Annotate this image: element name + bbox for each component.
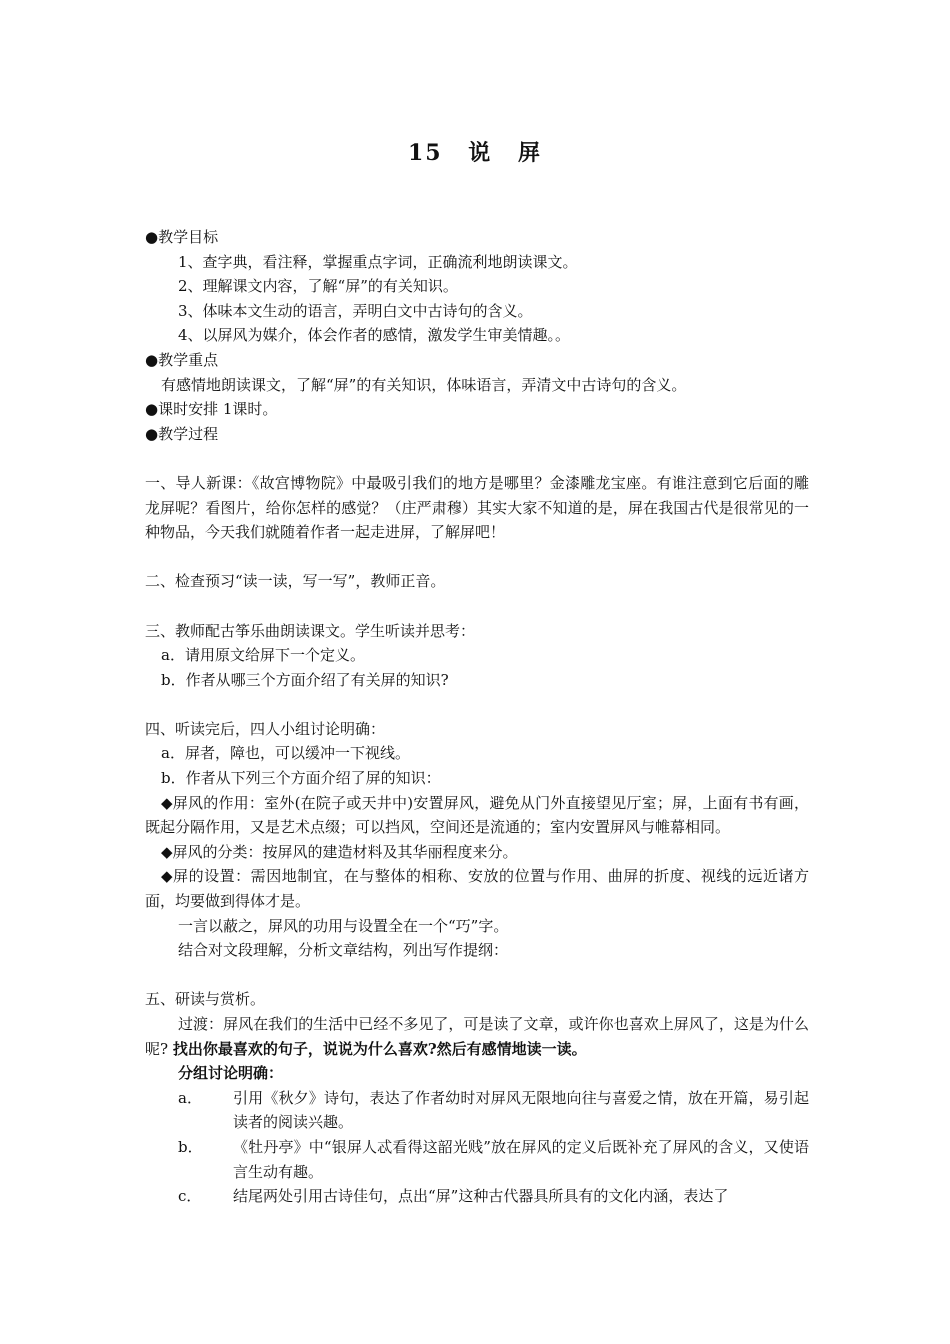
focus-text: 有感情地朗读课文，了解“屏”的有关知识，体味语言，弄清文中古诗句的含义。 [161,375,687,394]
item-text: 《牡丹亭》中“银屏人忒看得这韶光贱”放在屏风的定义后既补充了屏风的含义，又使语言生动有趣。 [233,1137,809,1181]
section-4-detail-category: ◆屏风的分类：按屏风的建造材料及其华丽程度来分。 [161,842,518,861]
section-4-outline: 结合对文段理解，分析文章结构，列出写作提纲： [178,941,509,960]
title-number: 15 [408,140,443,166]
item-text: 引用《秋夕》诗句，表达了作者幼时对屏风无限地向往与喜爱之情，放在开篇，易引起读者的阅读兴趣。 [233,1088,809,1132]
goal-item: 4、以屏风为媒介，体会作者的感情，激发学生审美情趣。。 [178,326,571,345]
section-4-heading: 四、听读完后，四人小组讨论明确： [145,719,386,738]
section-2-preview: 二、检查预习“读一读，写一写”，教师正音。 [145,572,446,591]
title-char-1: 说 [468,140,493,166]
section-1-intro: 一、导人新课：《故宫博物院》中最吸引我们的地方是哪里？金漆雕龙宝座。有谁注意到它后面的雕龙屏呢？看图片，给你怎样的感觉？（庄严肃穆）其实大家不知道的是，屏在我国古代是很常见的一种物品，今天我们就随着作者一起走进屏，了解屏吧！ [145,473,809,542]
section-3-heading: 三、教师配古筝乐曲朗读课文。学生听读并思考： [145,621,476,640]
document-body [145,225,809,1209]
item-label: c． [178,1187,202,1206]
item-label: b． [178,1137,203,1156]
group-discussion-heading: 分组讨论明确： [178,1064,284,1083]
item-label: a． [178,1088,202,1107]
goal-item: 3、体味本文生动的语言，弄明白文中古诗句的含义。 [178,301,533,320]
schedule-line: ●课时安排 1课时。 [145,400,278,419]
goal-item: 1、查字典，看注释，掌握重点字词，正确流利地朗读课文。 [178,252,578,271]
section-4-detail-function: ◆屏风的作用：室外(在院子或天井中)安置屏风，避免从门外直接望见厅室；屏，上面有书有画，既起分隔作用，又是艺术点缀；可以挡风，空间还是流通的；室内安置屏风与帷幕相同。 [145,793,809,837]
focus-heading: ●教学重点 [145,350,219,369]
analysis-item [145,1135,809,1184]
process-heading: ●教学过程 [145,424,219,443]
section-4-answer-a: a．屏者，障也，可以缓冲一下视线。 [161,744,410,763]
item-text: 结尾两处引用古诗佳句，点出“屏”这种古代器具所具有的文化内涵，表达了 [233,1187,729,1206]
goals-heading: ●教学目标 [145,228,219,246]
section-4-detail-setting: ◆屏的设置：需因地制宜，在与整体的相称、安放的位置与作用、曲屏的折度、视线的远近诸方面，均要做到得体才是。 [145,867,809,911]
section-4-summary: 一言以蔽之，屏风的功用与设置全在一个“巧”字。 [178,916,509,935]
goal-item: 2、理解课文内容，了解“屏”的有关知识。 [178,277,458,296]
analysis-item [145,1086,809,1135]
section-4-answer-b: b．作者从下列三个方面介绍了屏的知识： [161,769,441,788]
transition-text: 过渡：屏风在我们的生活中已经不多见了，可是读了文章，或许你也喜欢上屏风了，这是为什么呢? [145,1015,809,1058]
page-title [0,136,950,167]
section-3-question-a: a．请用原文给屏下一个定义。 [161,646,365,665]
analysis-item [145,1184,809,1209]
transition-task: 找出你最喜欢的句子，说说为什么喜欢?然后有感情地读一读。 [172,1039,587,1058]
section-5-transition [145,1012,809,1061]
title-char-2: 屏 [517,140,542,166]
section-3-question-b: b．作者从哪三个方面介绍了有关屏的知识? [161,670,449,689]
section-5-heading: 五、研读与赏析。 [145,990,266,1009]
